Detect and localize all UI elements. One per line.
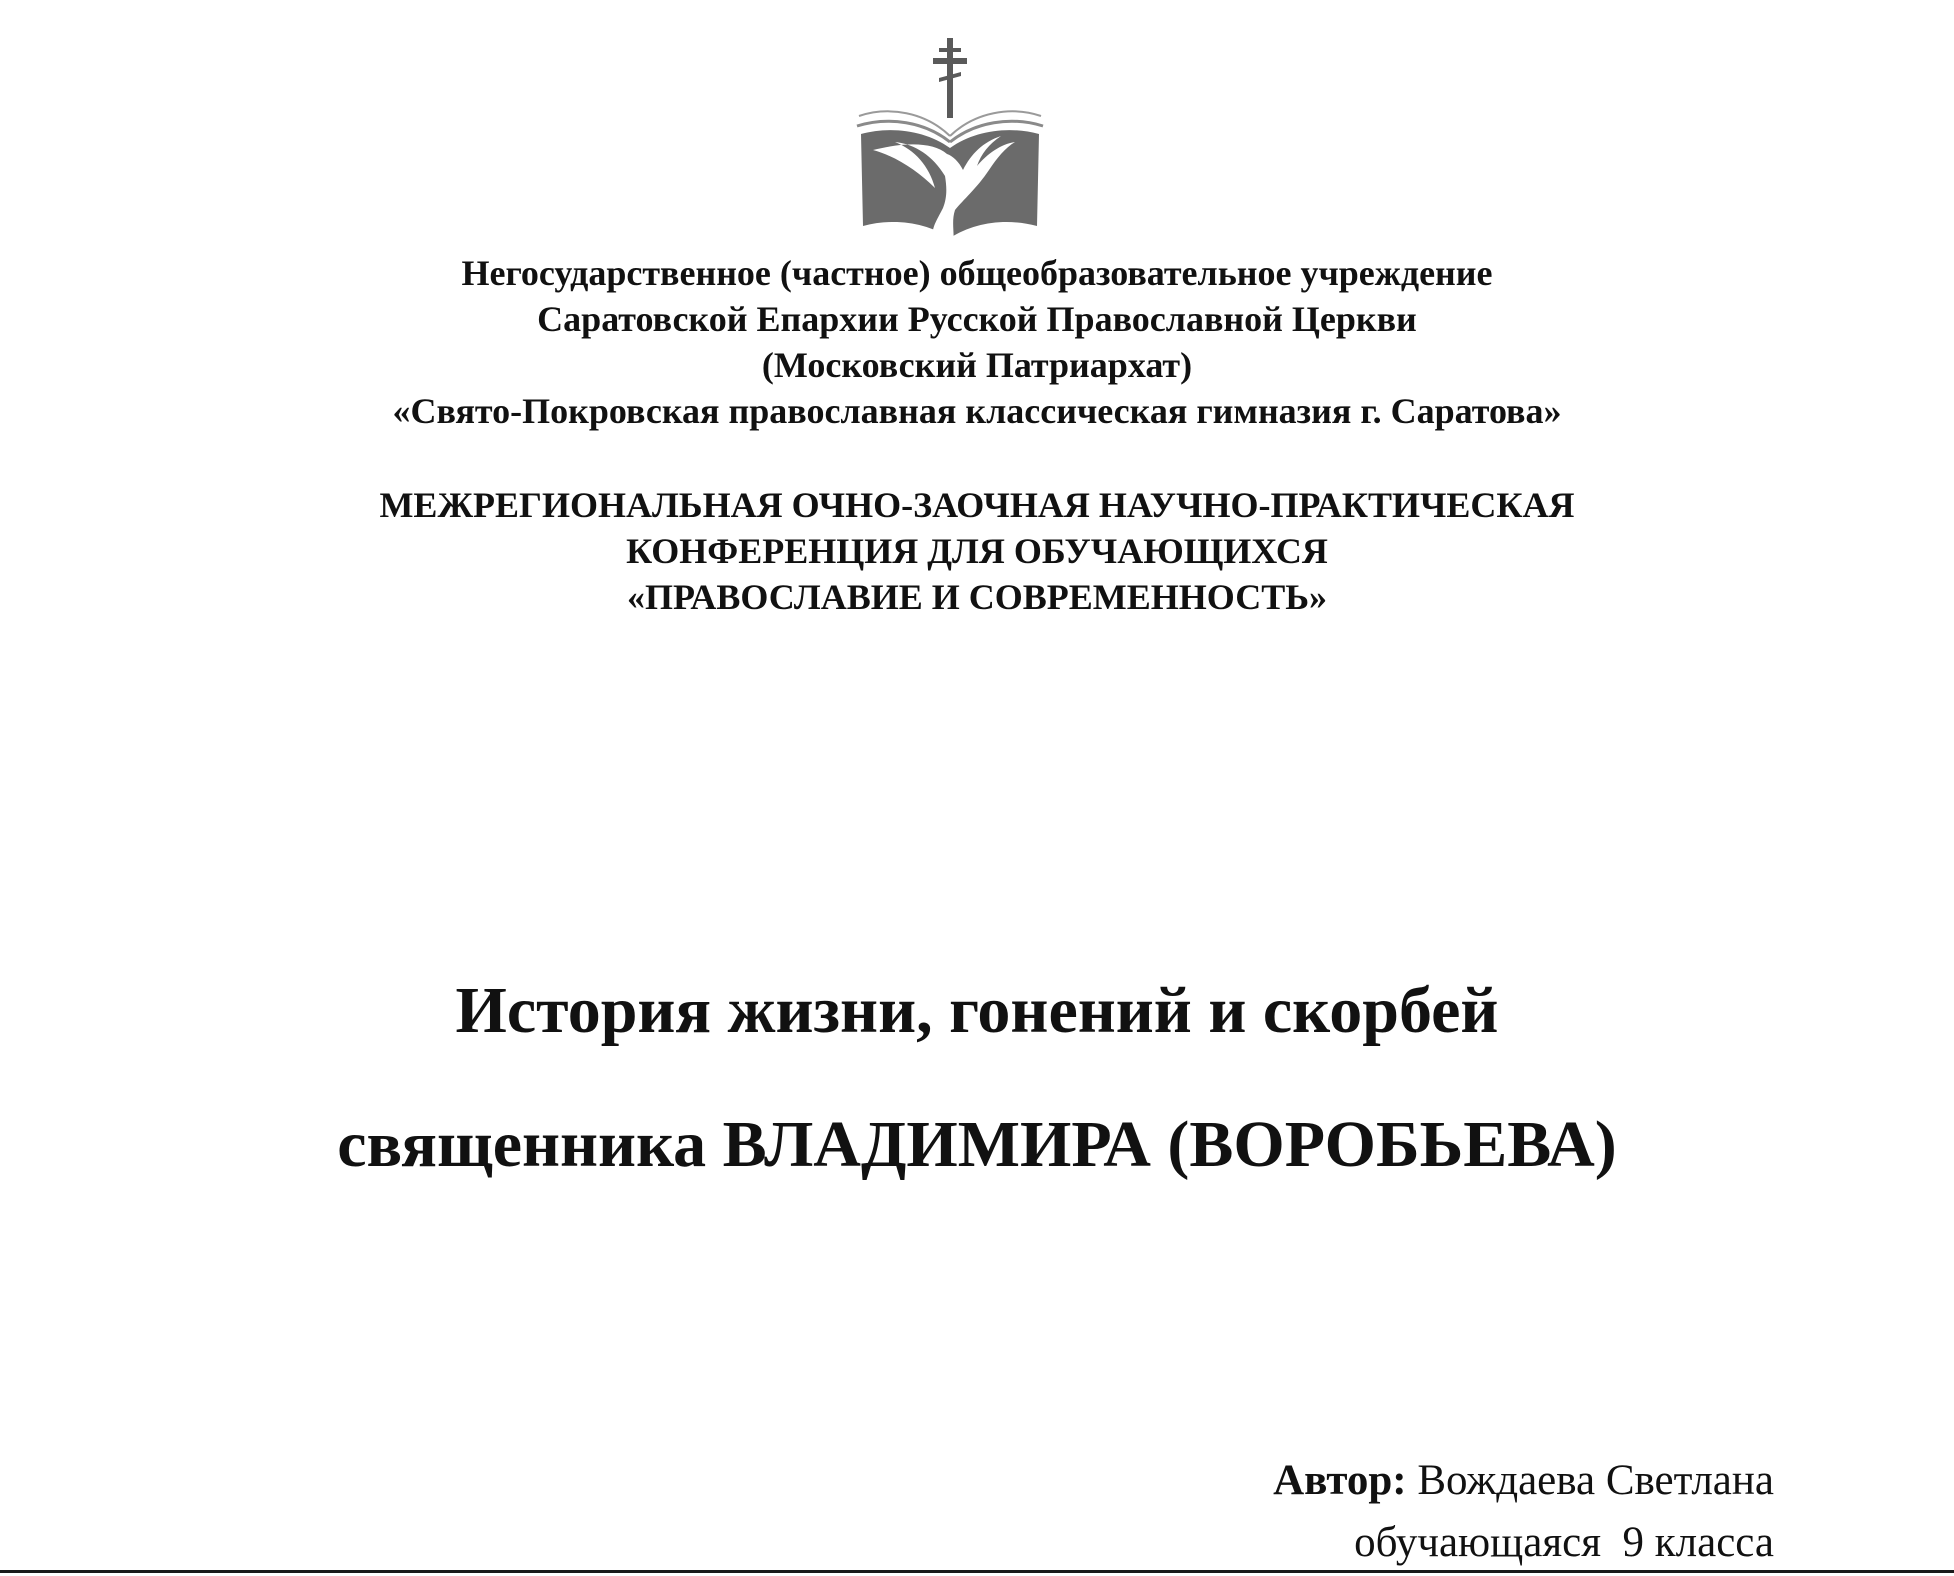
author-label: Автор:: [1273, 1457, 1407, 1504]
institution-line-4: «Свято-Покровская православная классическая гимназия г. Саратова»: [392, 391, 1562, 431]
title-line-2: священника ВЛАДИМИРА (ВОРОБЬЕВА): [337, 1108, 1617, 1181]
page-bottom-divider: [0, 1570, 1954, 1573]
conference-line-2: КОНФЕРЕНЦИЯ ДЛЯ ОБУЧАЮЩИХСЯ: [626, 531, 1328, 571]
gymnasium-logo: [855, 38, 1045, 244]
author-grade: обучающаяся 9 класса: [1354, 1519, 1774, 1566]
author-name: Вождаева Светлана: [1417, 1457, 1774, 1504]
author-block: [1273, 1450, 1774, 1574]
institution-line-2: Саратовской Епархии Русской Православной Церкви: [537, 299, 1417, 339]
orthodox-cross-icon: [933, 38, 967, 118]
institution-line-3: (Московский Патриархат): [761, 345, 1193, 385]
title-line-1: История жизни, гонений и скорбей: [455, 974, 1499, 1047]
document-title: [0, 944, 1954, 1212]
institution-header: [0, 250, 1954, 434]
author-line: [1273, 1450, 1774, 1512]
conference-line-3: «ПРАВОСЛАВИЕ И СОВРЕМЕННОСТЬ»: [626, 577, 1328, 617]
institution-line-1: Негосударственное (частное) общеобразовательное учреждение: [461, 253, 1493, 293]
conference-header: [0, 482, 1954, 620]
conference-line-1: МЕЖРЕГИОНАЛЬНАЯ ОЧНО-ЗАОЧНАЯ НАУЧНО-ПРАКТИЧЕСКАЯ: [379, 485, 1575, 525]
